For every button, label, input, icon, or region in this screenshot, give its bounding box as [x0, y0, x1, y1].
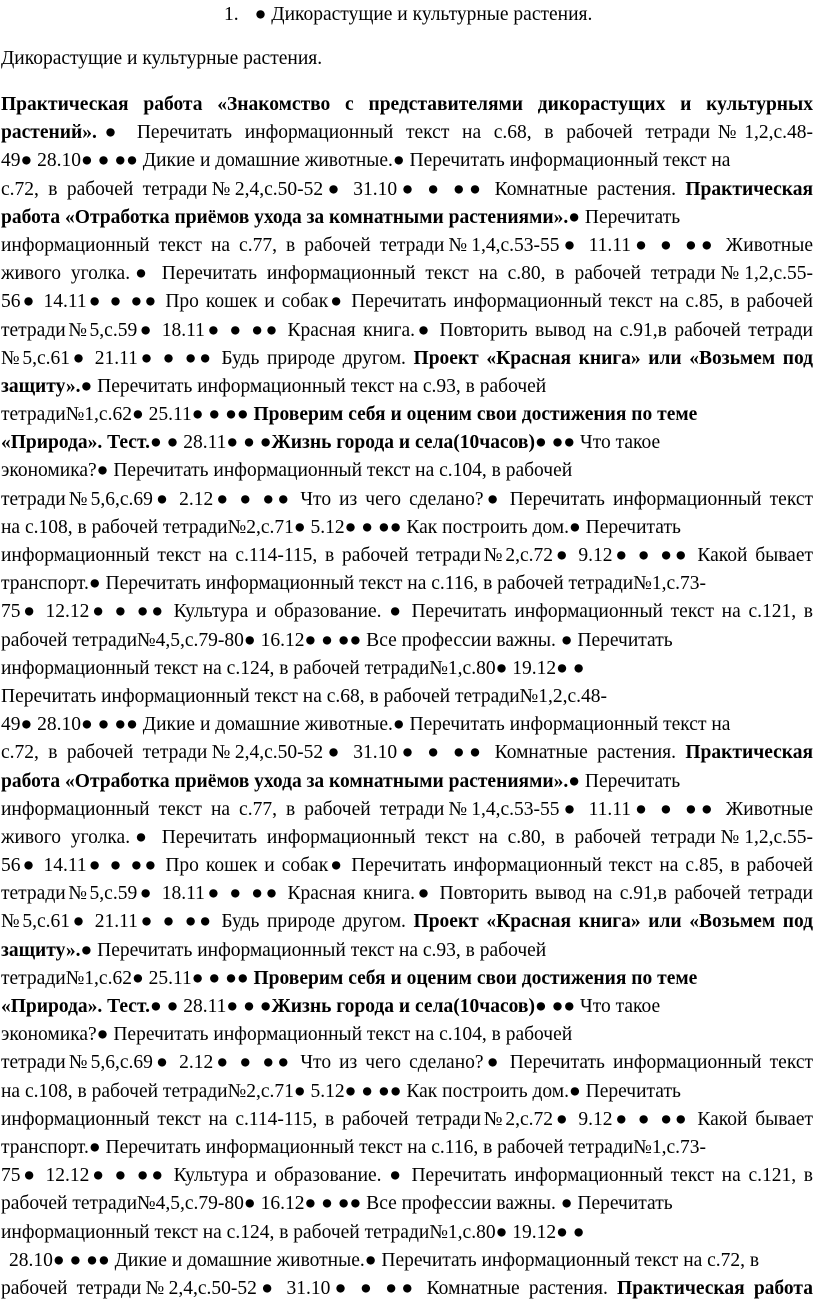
text-line	[1, 401, 813, 429]
bold-text-run: работа «Отработка приёмов ухода за комнатными растениями».	[1, 770, 569, 792]
text-run: тетради№1,с.62● 25.11● ● ●●	[1, 404, 254, 426]
bold-text-run: работа «Отработка приёмов ухода за комнатными растениями».	[1, 206, 569, 228]
text-run: с.72, в рабочей тетради№2,4,с.50-52● 31.10● ● ●● Комнатные растения.	[1, 178, 686, 200]
text-line	[1, 1134, 813, 1162]
heading-text: ● Дикорастущие и культурные растения.	[254, 4, 593, 25]
text-run: информационный текст на с.114-115, в рабочей тетради№2,с.72● 9.12● ● ●● Какой бывает	[1, 545, 813, 566]
bold-text-run: Проект «Красная книга» или «Возьмем под	[413, 911, 813, 933]
text-line	[1, 91, 813, 119]
text-run: экономика?● Перечитать информационный текст на с.104, в рабочей	[1, 460, 573, 482]
text-line	[1, 880, 813, 908]
text-line	[1, 429, 813, 457]
text-line	[1, 655, 813, 683]
text-line	[1, 486, 813, 514]
text-line	[1, 1162, 813, 1190]
text-run: ● ● 28.11● ● ●	[149, 996, 272, 1017]
text-line	[1, 1190, 813, 1218]
text-run: 75● 12.12● ● ●● Культура и образование. ● Перечитать информационный текст на с.121, в	[1, 1165, 813, 1187]
text-line	[1, 514, 813, 542]
text-line	[1, 1106, 813, 1134]
bold-text-run: Проект «Красная книга» или «Возьмем под	[413, 347, 813, 369]
text-line	[1, 908, 813, 936]
bold-text-run: защиту».	[1, 939, 81, 961]
text-run: транспорт.● Перечитать информационный текст на с.116, в рабочей тетради№1,с.73-	[1, 1136, 706, 1158]
text-run: на с.108, в рабочей тетради№2,с.71● 5.12● ● ●● Как построить дом.● Перечитать	[1, 516, 681, 538]
text-run: №5,с.61● 21.11● ● ●● Будь природе другом.	[1, 347, 414, 369]
text-line	[1, 1219, 813, 1247]
text-run: №5,с.61● 21.11● ● ●● Будь природе другом.	[1, 911, 414, 933]
text-line	[1, 345, 813, 373]
text-run: 28.10● ● ●● Дикие и домашние животные.● Перечитать информационный текст на с.72, в	[9, 1249, 760, 1271]
text-line	[1, 768, 813, 796]
bold-text-run: Практическая	[685, 178, 813, 200]
text-run: ● Перечитать информационный текст на с.68, в рабочей тетради№1,2,с.48-	[96, 122, 813, 144]
text-run: ● Перечитать	[568, 206, 681, 228]
text-run: живого уголка.● Перечитать информационный текст на с.80, в рабочей тетради№1,2,с.55-	[1, 263, 813, 285]
bold-text-run: растений».	[1, 122, 97, 144]
text-line	[1, 993, 813, 1021]
bold-text-run: Жизнь города и села(10часов)	[271, 996, 535, 1017]
text-line	[1, 176, 813, 204]
heading-number: 1.	[224, 4, 239, 25]
section-heading	[224, 2, 592, 28]
text-line	[1, 1247, 813, 1275]
text-line	[1, 937, 813, 965]
lesson-topic: Дикорастущие и культурные растения.	[1, 48, 323, 69]
text-line	[1, 570, 813, 598]
text-line	[1, 1275, 813, 1303]
text-line	[1, 796, 813, 824]
text-line	[1, 683, 813, 711]
text-run: информационный текст на с.114-115, в рабочей тетради№2,с.72● 9.12● ● ●● Какой бывает	[1, 1108, 813, 1130]
text-run: 49● 28.10● ● ●● Дикие и домашние животные.● Перечитать информационный текст на	[1, 714, 731, 736]
text-run: ● ● 28.11● ● ●	[149, 432, 272, 454]
text-line	[1, 260, 813, 288]
bold-text-run: «Природа». Тест.	[1, 996, 150, 1017]
bold-text-run: Проверим себя и оценим свои достижения по теме	[253, 404, 698, 426]
text-run: тетради№5,с.59● 18.11● ● ●● Красная книга.● Повторить вывод на с.91,в рабочей тетради	[1, 319, 813, 341]
text-line	[1, 824, 813, 852]
bold-text-run: «Природа». Тест.	[1, 432, 150, 454]
text-run: информационный текст на с.77, в рабочей тетради№1,4,с.53-55● 11.11● ● ●● Животные	[1, 234, 813, 256]
text-run: информационный текст на с.124, в рабочей тетради№1,с.80● 19.12● ●	[1, 657, 585, 679]
text-run: 56● 14.11● ● ●● Про кошек и собак● Перечитать информационный текст на с.85, в рабочей	[1, 855, 813, 877]
bold-text-run: Практическая работа «Знакомство с представителями дикорастущих и культурных	[1, 94, 813, 115]
text-run: рабочей тетради№4,5,с.79-80● 16.12● ● ●● Все профессии важны. ● Перечитать	[1, 1193, 673, 1215]
text-run: ● ●● Что такое	[534, 996, 661, 1017]
text-line	[1, 965, 813, 993]
text-run: с.72, в рабочей тетради№2,4,с.50-52● 31.10● ● ●● Комнатные растения.	[1, 742, 686, 764]
text-line	[1, 1021, 813, 1049]
text-line	[1, 147, 813, 175]
lesson-plan-body	[1, 91, 813, 1303]
text-line	[1, 852, 813, 880]
text-line	[1, 627, 813, 655]
text-line	[1, 232, 813, 260]
text-run: тетради№5,6,с.69● 2.12● ● ●● Что из чего сделано?● Перечитать информационный текст	[1, 488, 813, 510]
text-line	[1, 1078, 813, 1106]
text-run: рабочей тетради№2,4,с.50-52● 31.10● ● ●● Комнатные растения.	[1, 1277, 618, 1299]
text-line	[1, 317, 813, 345]
text-line	[1, 542, 813, 570]
bold-text-run: Практическая работа	[617, 1277, 813, 1299]
text-run: ● Перечитать	[568, 770, 681, 792]
text-line	[1, 711, 813, 739]
text-run: ● ●● Что такое	[534, 432, 661, 454]
text-run: ● Перечитать информационный текст на с.93, в рабочей	[80, 939, 547, 961]
text-run: тетради№5,6,с.69● 2.12● ● ●● Что из чего сделано?● Перечитать информационный текст	[1, 1052, 813, 1074]
text-run: 56● 14.11● ● ●● Про кошек и собак● Перечитать информационный текст на с.85, в рабочей	[1, 291, 813, 313]
text-run: на с.108, в рабочей тетради№2,с.71● 5.12● ● ●● Как построить дом.● Перечитать	[1, 1080, 681, 1102]
text-run: информационный текст на с.124, в рабочей тетради№1,с.80● 19.12● ●	[1, 1221, 585, 1243]
bold-text-run: Жизнь города и села(10часов)	[271, 432, 535, 454]
text-line	[1, 1049, 813, 1077]
bold-text-run: Проверим себя и оценим свои достижения по теме	[253, 967, 698, 989]
text-line	[1, 204, 813, 232]
text-run: Перечитать информационный текст на с.68, в рабочей тетради№1,2,с.48-	[1, 685, 608, 707]
text-run: ● Перечитать информационный текст на с.93, в рабочей	[80, 375, 547, 397]
text-run: транспорт.● Перечитать информационный текст на с.116, в рабочей тетради№1,с.73-	[1, 573, 706, 595]
text-run: 49● 28.10● ● ●● Дикие и домашние животные.● Перечитать информационный текст на	[1, 150, 731, 172]
text-line	[1, 598, 813, 626]
text-run: рабочей тетради№4,5,с.79-80● 16.12● ● ●● Все профессии важны. ● Перечитать	[1, 629, 673, 651]
text-run: 75● 12.12● ● ●● Культура и образование. ● Перечитать информационный текст на с.121, в	[1, 601, 813, 623]
text-line	[1, 457, 813, 485]
text-line	[1, 373, 813, 401]
text-line	[1, 288, 813, 316]
text-run: живого уголка.● Перечитать информационный текст на с.80, в рабочей тетради№1,2,с.55-	[1, 826, 813, 848]
bold-text-run: Практическая	[685, 742, 813, 764]
text-line	[1, 119, 813, 147]
text-run: информационный текст на с.77, в рабочей тетради№1,4,с.53-55● 11.11● ● ●● Животные	[1, 798, 813, 820]
text-line	[1, 739, 813, 767]
text-run: экономика?● Перечитать информационный текст на с.104, в рабочей	[1, 1024, 573, 1046]
text-run: тетради№1,с.62● 25.11● ● ●●	[1, 967, 254, 989]
bold-text-run: защиту».	[1, 375, 81, 397]
text-run: тетради№5,с.59● 18.11● ● ●● Красная книга.● Повторить вывод на с.91,в рабочей тетради	[1, 883, 813, 905]
